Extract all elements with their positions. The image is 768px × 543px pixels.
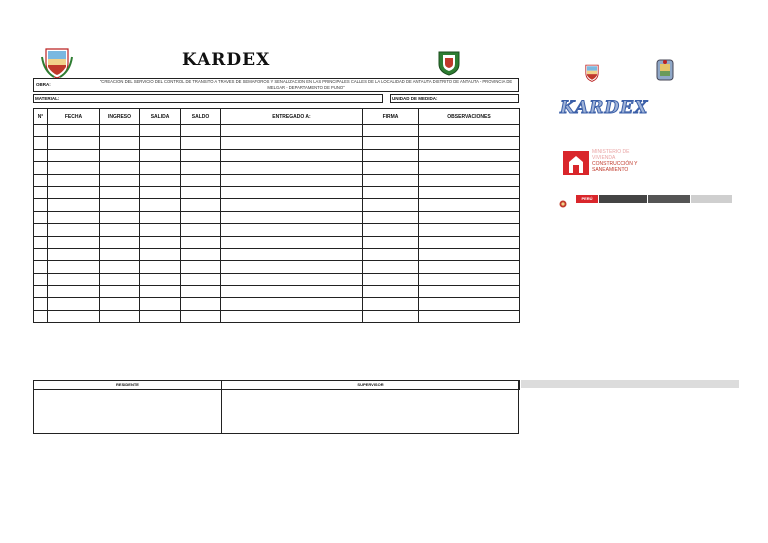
ministry-line2: VIVIENDA (592, 155, 616, 161)
banner-block-1 (599, 195, 647, 203)
table-row (34, 149, 520, 161)
table-row (34, 211, 520, 223)
table-cell (140, 199, 181, 211)
table-cell (363, 261, 419, 273)
table-cell (100, 174, 140, 186)
table-cell (100, 162, 140, 174)
table-cell (221, 248, 363, 260)
table-cell (100, 224, 140, 236)
table-row (34, 199, 520, 211)
table-cell (48, 186, 100, 198)
puno-coat-of-arms-icon (436, 50, 462, 81)
header-saldo: SALDO (181, 109, 221, 125)
kardex-logo: KARDEX (560, 98, 649, 118)
table-cell (363, 162, 419, 174)
table-cell (181, 310, 221, 322)
table-cell (221, 174, 363, 186)
table-cell (363, 137, 419, 149)
obra-row (33, 78, 519, 92)
table-cell (100, 310, 140, 322)
banner-crest-icon (556, 195, 570, 203)
unidad-field (390, 94, 519, 103)
table-cell (181, 174, 221, 186)
ministry-line4: SANEAMIENTO (592, 167, 629, 173)
table-cell (100, 125, 140, 137)
table-cell (48, 310, 100, 322)
table-cell (100, 186, 140, 198)
table-cell (34, 186, 48, 198)
table-cell (140, 273, 181, 285)
table-cell (221, 186, 363, 198)
table-cell (181, 298, 221, 310)
table-cell (363, 174, 419, 186)
table-cell (221, 261, 363, 273)
table-cell (419, 273, 520, 285)
table-cell (419, 236, 520, 248)
table-cell (419, 310, 520, 322)
table-cell (140, 310, 181, 322)
table-cell (181, 162, 221, 174)
table-cell (221, 286, 363, 298)
table-row (34, 137, 520, 149)
table-cell (140, 137, 181, 149)
table-cell (221, 137, 363, 149)
table-header-row (34, 109, 520, 125)
table-cell (34, 199, 48, 211)
material-field (33, 94, 383, 103)
header-salida: SALIDA (140, 109, 181, 125)
material-label: MATERIAL: (35, 96, 60, 101)
table-cell (181, 149, 221, 161)
table-cell (419, 298, 520, 310)
kardex-table (33, 108, 520, 323)
table-row (34, 261, 520, 273)
table-cell (140, 224, 181, 236)
table-cell (34, 174, 48, 186)
table-cell (181, 224, 221, 236)
table-cell (34, 248, 48, 260)
table-cell (221, 298, 363, 310)
table-cell (419, 211, 520, 223)
table-cell (419, 125, 520, 137)
table-row (34, 236, 520, 248)
ministry-logo-icon (563, 151, 589, 175)
table-cell (363, 149, 419, 161)
table-cell (48, 199, 100, 211)
header-firma: FIRMA (363, 109, 419, 125)
table-cell (34, 298, 48, 310)
peru-coat-of-arms-small-icon (582, 64, 602, 87)
table-cell (100, 248, 140, 260)
table-cell (221, 273, 363, 285)
table-cell (363, 211, 419, 223)
table-cell (34, 236, 48, 248)
table-cell (140, 298, 181, 310)
table-cell (419, 224, 520, 236)
table-cell (48, 211, 100, 223)
table-cell (363, 224, 419, 236)
table-row (34, 310, 520, 322)
table-cell (100, 149, 140, 161)
table-cell (419, 186, 520, 198)
table-cell (100, 211, 140, 223)
table-cell (48, 261, 100, 273)
table-cell (48, 137, 100, 149)
header-entregado: ENTREGADO A: (221, 109, 363, 125)
table-row (34, 125, 520, 137)
table-cell (100, 298, 140, 310)
table-cell (140, 125, 181, 137)
obra-description-line1: "CREACION DEL SERVICIO DEL CONTROL DE TRANSITO A TRAVES DE SEMAFOROS Y SENALIZACION EN LAS PRINCIPALES CALLES DE LA LOCALIDAD DE ANTAUTA DISTRITO DE ANTAUTA - PROVINCIA DE (99, 79, 513, 84)
table-cell (34, 162, 48, 174)
table-cell (363, 125, 419, 137)
table-cell (181, 199, 221, 211)
table-cell (48, 149, 100, 161)
table-cell (419, 248, 520, 260)
table-cell (181, 186, 221, 198)
table-cell (48, 162, 100, 174)
table-cell (221, 310, 363, 322)
table-cell (181, 286, 221, 298)
table-cell (34, 125, 48, 137)
table-cell (221, 162, 363, 174)
table-cell (140, 248, 181, 260)
table-cell (181, 248, 221, 260)
table-cell (363, 273, 419, 285)
residente-header: RESIDENTE (33, 380, 222, 390)
table-cell (181, 137, 221, 149)
table-cell (34, 224, 48, 236)
obra-description (94, 79, 518, 91)
table-cell (419, 174, 520, 186)
header-observaciones: OBSERVACIONES (419, 109, 520, 125)
table-cell (48, 125, 100, 137)
table-cell (363, 236, 419, 248)
table-cell (419, 137, 520, 149)
banner-peru-label: PERÚ (576, 195, 598, 203)
table-cell (100, 199, 140, 211)
table-cell (363, 186, 419, 198)
table-cell (419, 199, 520, 211)
table-cell (34, 149, 48, 161)
page-title: KARDEX (182, 50, 271, 70)
table-cell (419, 286, 520, 298)
gray-band (521, 380, 739, 388)
table-cell (221, 236, 363, 248)
table-cell (100, 236, 140, 248)
table-row (34, 174, 520, 186)
table-cell (140, 162, 181, 174)
government-banner (556, 195, 732, 203)
table-cell (48, 273, 100, 285)
table-cell (100, 137, 140, 149)
table-cell (181, 261, 221, 273)
table-cell (419, 149, 520, 161)
header-ingreso: INGRESO (100, 109, 140, 125)
table-cell (363, 286, 419, 298)
table-cell (100, 273, 140, 285)
table-cell (48, 236, 100, 248)
table-cell (34, 310, 48, 322)
table-cell (34, 273, 48, 285)
table-cell (363, 310, 419, 322)
antauta-crest-icon (653, 58, 677, 87)
table-cell (34, 261, 48, 273)
table-row (34, 162, 520, 174)
table-cell (181, 125, 221, 137)
table-cell (221, 224, 363, 236)
table-cell (48, 286, 100, 298)
table-cell (140, 149, 181, 161)
table-cell (140, 211, 181, 223)
ministry-line3: CONSTRUCCIÓN Y (592, 161, 638, 167)
kardex-table-body (34, 125, 520, 323)
obra-label: OBRA: (36, 82, 51, 87)
table-cell (221, 199, 363, 211)
table-cell (48, 174, 100, 186)
ministry-text (592, 149, 637, 173)
signature-table (33, 380, 519, 434)
banner-block-2 (648, 195, 690, 203)
signature-divider (221, 390, 222, 434)
table-cell (221, 211, 363, 223)
table-cell (363, 298, 419, 310)
banner-block-3 (691, 195, 732, 203)
table-cell (140, 186, 181, 198)
table-cell (181, 211, 221, 223)
table-row (34, 224, 520, 236)
table-row (34, 286, 520, 298)
table-cell (100, 286, 140, 298)
table-cell (140, 261, 181, 273)
table-row (34, 248, 520, 260)
table-cell (140, 236, 181, 248)
table-row (34, 298, 520, 310)
supervisor-header: SUPERVISOR (221, 380, 520, 390)
obra-description-line2: MELGAR - DEPARTAMENTO DE PUNO" (267, 85, 345, 90)
ministry-line1: MINISTERIO DE (592, 149, 630, 155)
table-cell (100, 261, 140, 273)
table-cell (48, 298, 100, 310)
table-cell (181, 236, 221, 248)
table-cell (140, 286, 181, 298)
table-row (34, 186, 520, 198)
table-cell (363, 199, 419, 211)
header-fecha: FECHA (48, 109, 100, 125)
table-cell (181, 273, 221, 285)
table-cell (419, 261, 520, 273)
table-cell (419, 162, 520, 174)
table-cell (48, 248, 100, 260)
table-cell (221, 149, 363, 161)
table-row (34, 273, 520, 285)
table-cell (34, 211, 48, 223)
table-cell (221, 125, 363, 137)
unidad-label: UNIDAD DE MEDIDA: (392, 96, 438, 101)
header-number: N° (34, 109, 48, 125)
table-cell (48, 224, 100, 236)
table-cell (34, 137, 48, 149)
table-cell (140, 174, 181, 186)
table-cell (34, 286, 48, 298)
table-cell (363, 248, 419, 260)
